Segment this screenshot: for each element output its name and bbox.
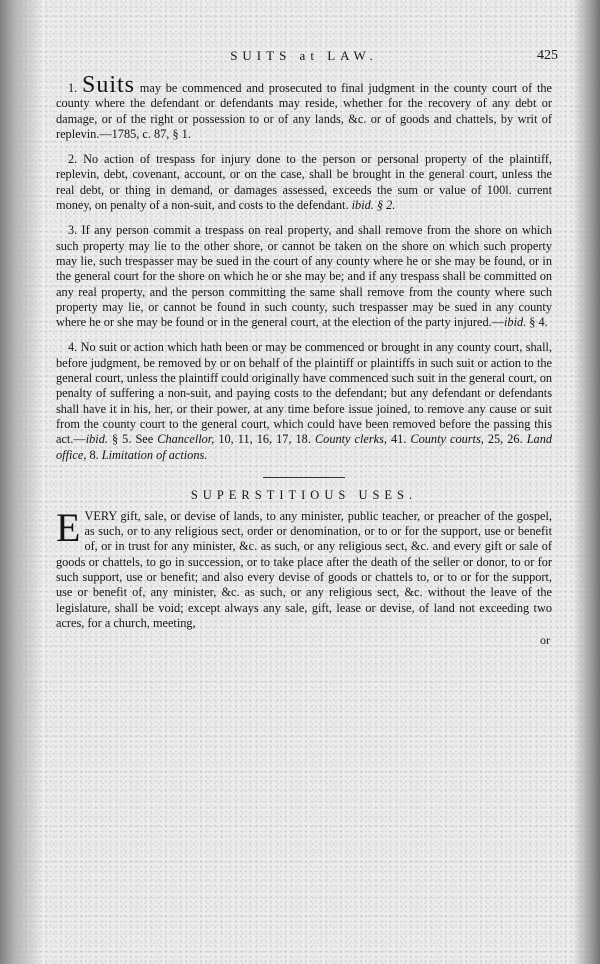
page-edge-shadow-left (0, 0, 40, 964)
page-edge-shadow-right (574, 0, 600, 964)
page-content (56, 48, 558, 948)
cross-ref-chancellor-sections: 10, 11, 16, 17, 18. (218, 432, 311, 447)
paragraph-1-number: 1. (68, 81, 78, 95)
catchword: or (540, 633, 550, 648)
superstitious-uses-text: gift, sale, or devise of lands, to any minister, public teacher, or preacher of the gospel, as such, or to any religious sect, order or denomination, or to or for the support, use or benefit of, or in trust for any minister, &c. as such, or any religious sect, &c. and every gift or sale of goods or chattels, to go in succession, or to take place after the death of the seller or donor, to or for such support, use or benefit; and also every devise of goods or chattels to, or to or for the support, use or benefit of, any minister, &c. as such, or any religious sect, &c. without the leave of the legislature, shall be void; except always any sale, gift, lease or devise, of land not exceeding two acres, for a church, meeting, (56, 508, 552, 630)
running-title: SUITS at LAW. (230, 48, 378, 63)
paragraph-4 (56, 340, 552, 462)
cross-ref-county-courts-sections: 25, 26. (487, 432, 523, 447)
paragraph-3-text: 3. If any person commit a trespass on real property, and shall remove from the shore on which such property may lie to the other shore, or cannot be taken on the shore on which such property may lie, such trespasser may be sued in the court of any county where he or she may be found, or in the general court for the shore on which he or she may be; and if any trespass shall be committed on any real property, and the person committing the same shall remove from the county where such property may lie, or cannot be found in such county, such trespasser may be sued in any county where he or she may be found or in the general court, at the election of the party injured.— (56, 223, 552, 330)
paragraph-2-text: 2. No action of trespass for injury done to the person or personal property of the plaintiff, replevin, debt, covenant, account, or on the case, shall be brought in the general court, unless the real debt, or thing in demand, or damages assessed, exceeds the sum or value of 100l. current money, on penalty of a non-suit, and costs to the defendant. (56, 152, 552, 213)
paragraph-3 (56, 223, 552, 330)
paragraph-4-text: 4. No suit or action which hath been or may be commenced or brought in any county court, shall, before judgment, be removed by or on behalf of the plaintiff or plaintiffs in such suit or action to the general court, unless the plaintiff could originally have commenced such suit in the general court, on penalty of suffering a non-suit, and paying costs to the defendant; but any defendant or defendants shall have it in his, her, or their power, at any time before issue joined, to remove any cause or suit from the county court to the general court, which could have been removed before the passing this act.— (56, 340, 552, 447)
paragraph-4-section: § 5. See (111, 432, 154, 447)
paragraph-3-reference: ibid. (504, 315, 527, 330)
cross-ref-land-office-sections: 8. (89, 447, 99, 462)
cross-ref-county-courts: County courts, (410, 432, 484, 447)
cross-ref-land-office: Land office, (56, 432, 553, 462)
paragraph-1-initial-word: Suits (82, 72, 136, 98)
paragraph-4-ibid: ibid. (85, 432, 108, 447)
cross-ref-limitation: Limitation of actions. (101, 447, 208, 462)
paragraph-1-text: may be commenced and prosecuted to final judgment in the county court of the county where the defendant or defendants may reside, whether for the recovery of any debt or damage, or of the right or possession to or of any lands, &c. or of goods and chattels, by writ of replevin.—1785, c. 87, § 1. (56, 81, 552, 141)
initial-word-rest: VERY (84, 508, 117, 523)
cross-ref-county-clerks-sections: 41. (391, 432, 407, 447)
running-header (56, 48, 558, 72)
paragraph-2-reference: ibid. § 2. (351, 198, 396, 213)
paragraph-2 (56, 152, 552, 213)
drop-cap-initial: E (56, 504, 81, 550)
cross-ref-county-clerks: County clerks, (314, 432, 387, 447)
section-heading-superstitious-uses: SUPERSTITIOUS USES. (190, 487, 418, 502)
paragraph-superstitious-uses (56, 504, 552, 631)
section-divider-rule (263, 477, 345, 478)
paragraph-3-section: § 4. (529, 315, 548, 330)
paragraph-1 (56, 72, 552, 142)
cross-ref-chancellor: Chancellor, (157, 432, 215, 447)
page-number: 425 (537, 48, 558, 63)
